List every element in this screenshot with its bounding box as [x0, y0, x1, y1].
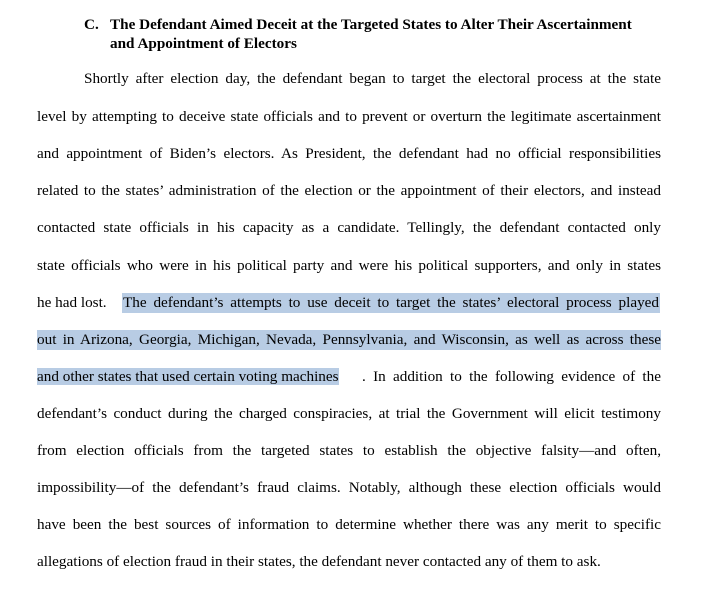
highlighted-text: out in Arizona, Georgia, Michigan, Nevada, Pennsylvania, and Wisconsin, as well as across these	[37, 331, 661, 348]
paragraph-line-4: related to the states’ administration of the election or the appointment of their electors, and instead	[37, 182, 661, 199]
paragraph-line-13: have been the best sources of information to determine whether there was any merit to specific	[37, 516, 661, 533]
paragraph-line-11: from election officials from the targeted states to establish the objective falsity—and often,	[37, 442, 661, 459]
paragraph-line-5: contacted state officials in his capacity as a candidate. Tellingly, the defendant contacted only	[37, 219, 661, 236]
paragraph-line-1: Shortly after election day, the defendant began to target the electoral process at the state	[84, 70, 661, 87]
highlighted-text: The defendant’s attempts to use deceit to target the states’ electoral process played	[123, 294, 659, 311]
paragraph-line-3: and appointment of Biden’s electors. As President, the defendant had no official responsibilities	[37, 145, 661, 162]
paragraph-line-2: level by attempting to deceive state officials and to prevent or overturn the legitimate ascertainment	[37, 108, 661, 125]
paragraph-line-10: defendant’s conduct during the charged conspiracies, at trial the Government will elicit testimony	[37, 405, 661, 422]
highlighted-text: and other states that used certain voting machines	[37, 368, 339, 385]
paragraph-line-9	[37, 367, 339, 387]
paragraph-line-14: allegations of election fraud in their states, the defendant never contacted any of them to ask.	[37, 553, 601, 570]
paragraph-line-6: state officials who were in his political party and were his political supporters, and only in states	[37, 257, 661, 274]
paragraph-line-12: impossibility—of the defendant’s fraud claims. Notably, although these election officials would	[37, 479, 661, 496]
heading-line-2: and Appointment of Electors	[110, 35, 297, 52]
paragraph-line-7	[37, 293, 107, 313]
line-7-text: he had lost.	[37, 294, 107, 311]
section-letter: C.	[84, 16, 99, 33]
heading-line-1: The Defendant Aimed Deceit at the Targeted States to Alter Their Ascertainment	[110, 16, 632, 33]
highlighted-line-8	[37, 330, 661, 350]
line-9-remainder: . In addition to the following evidence of the	[362, 368, 661, 385]
highlighted-line-7	[122, 293, 660, 313]
